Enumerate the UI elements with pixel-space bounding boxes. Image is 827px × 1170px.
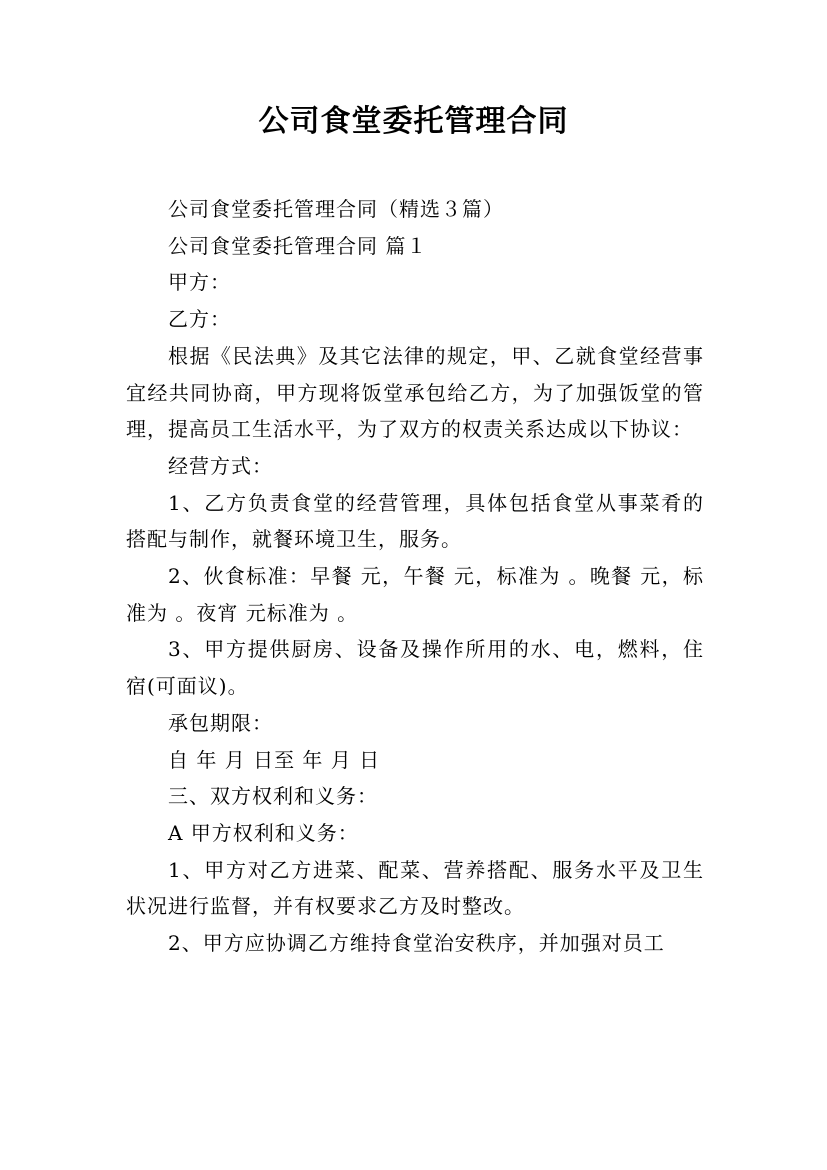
paragraph-section-heading: 公司食堂委托管理合同 篇１: [168, 233, 428, 258]
paragraph-party-a: 甲方：: [168, 270, 231, 295]
paragraph-clause: 2、甲方应协调乙方维持食堂治安秩序，并加强对员工: [168, 931, 665, 956]
paragraph-party-b: 乙方：: [168, 307, 231, 332]
paragraph-party-a-rights-heading: A 甲方权利和义务：: [168, 820, 359, 845]
paragraph-term-dates: 自 年 月 日至 年 月 日: [168, 747, 381, 772]
paragraph-clause: 1、甲方对乙方进菜、配菜、营养搭配、服务水平及卫生状况进行监督，并有权要求乙方及时整改。: [126, 857, 704, 919]
document-title: 公司食堂委托管理合同: [258, 104, 569, 139]
paragraph-clause: 2、伙食标准：早餐 元，午餐 元，标准为 。晚餐 元，标准为 。夜宵 元标准为 。: [126, 564, 704, 625]
document-body: [126, 191, 704, 962]
paragraph-operation-heading: 经营方式：: [168, 453, 273, 478]
paragraph-subtitle: 公司食堂委托管理合同（精选３篇）: [168, 197, 504, 221]
paragraph-term-heading: 承包期限：: [168, 710, 273, 735]
paragraph-clause: 1、乙方负责食堂的经营管理，具体包括食堂从事菜肴的搭配与制作，就餐环境卫生，服务。: [126, 490, 704, 552]
paragraph-preamble: 根据《民法典》及其它法律的规定，甲、乙就食堂经营事宜经共同协商，甲方现将饭堂承包给乙方，为了加强饭堂的管理，提高员工生活水平，为了双方的权责关系达成以下协议：: [126, 343, 704, 442]
paragraph-rights-heading: 三、双方权利和义务：: [168, 784, 378, 809]
paragraph-clause: 3、甲方提供厨房、设备及操作所用的水、电，燃料，住宿(可面议)。: [126, 637, 704, 699]
